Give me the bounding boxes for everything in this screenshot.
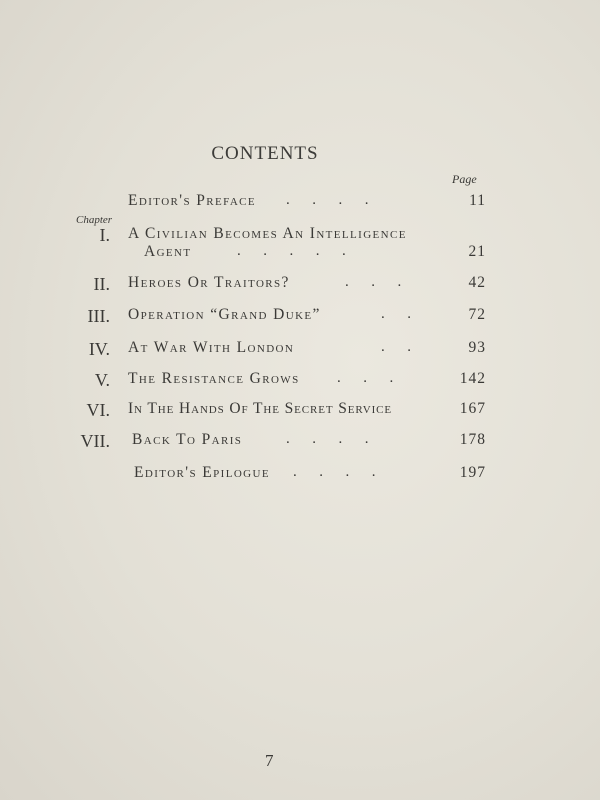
contents-title: CONTENTS [211, 143, 319, 164]
leader-dots: . . . . [286, 431, 369, 447]
toc-entry [0, 192, 600, 216]
folio-page-number: 7 [265, 751, 274, 770]
toc-entry [0, 464, 600, 488]
page-column-heading: Page [452, 172, 477, 186]
leader-dots: . . . . [286, 192, 369, 208]
page-number: 142 [459, 370, 486, 387]
page-number: 167 [459, 400, 486, 417]
chapter-title: In The Hands Of The Secret Service [128, 400, 393, 417]
chapter-number: II. [93, 274, 110, 294]
toc-entry-continuation [0, 243, 600, 267]
chapter-title: Agent [144, 243, 192, 260]
chapter-title: Editor's Preface [128, 192, 257, 209]
leader-dots: . . [381, 339, 411, 355]
leader-dots: . . . . [293, 464, 376, 480]
toc-entry [0, 306, 600, 330]
leader-dots: . . . [345, 274, 402, 290]
chapter-title: Editor's Epilogue [134, 464, 270, 481]
chapter-number: III. [87, 306, 110, 326]
page-number: 42 [468, 274, 486, 291]
chapter-title: At War With London [128, 339, 295, 356]
chapter-column-heading: Chapter [76, 214, 113, 226]
toc-entry [0, 274, 600, 298]
chapter-number: VII. [80, 431, 110, 451]
chapter-number: IV. [88, 339, 110, 359]
leader-dots: . . . [337, 370, 394, 386]
chapter-title: A Civilian Becomes An Intelligence [128, 225, 407, 242]
toc-entry [0, 431, 600, 455]
page-number: 72 [468, 306, 486, 323]
chapter-number: V. [94, 370, 110, 390]
chapter-title: The Resistance Grows [128, 370, 300, 387]
chapter-title: Heroes Or Traitors? [128, 274, 290, 291]
page-number: 197 [459, 464, 486, 481]
leader-dots: . . . . . [237, 243, 346, 259]
page-number: 11 [469, 192, 486, 209]
toc-entry [0, 370, 600, 394]
chapter-title: Back To Paris [132, 431, 243, 448]
leader-dots: . . [381, 306, 411, 322]
page-number: 178 [459, 431, 486, 448]
chapter-number: VI. [86, 400, 110, 420]
page-number: 21 [468, 243, 486, 260]
toc-entry [0, 339, 600, 363]
toc-entry [0, 400, 600, 424]
page-number: 93 [468, 339, 486, 356]
chapter-number: I. [99, 225, 110, 245]
chapter-title: Operation “Grand Duke” [128, 306, 321, 323]
